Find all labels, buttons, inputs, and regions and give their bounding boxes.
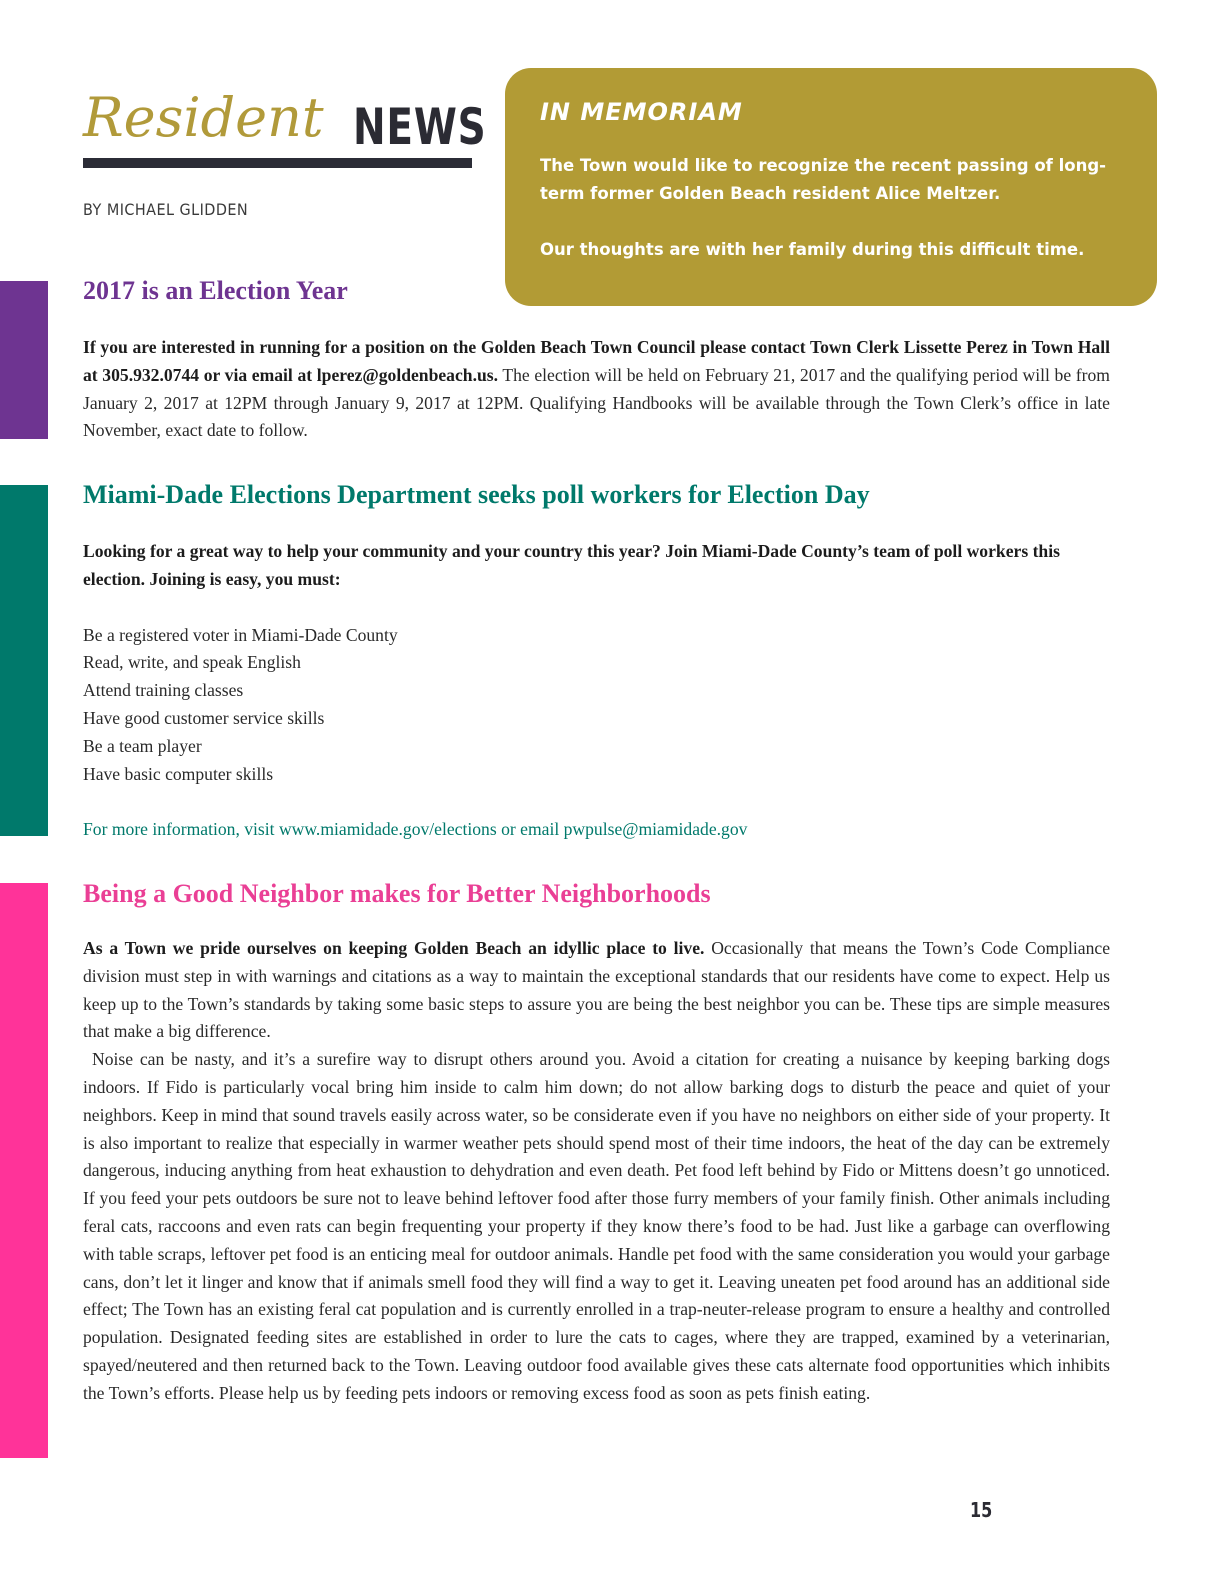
neighbor-heading: Being a Good Neighbor makes for Better Neighborhoods (83, 879, 711, 908)
more-info-text: For more information, visit www.miamidade.gov/elections or email pwpulse@miamidade.gov (83, 819, 748, 840)
masthead-news-word: NEWS (353, 98, 487, 156)
election-paragraph (83, 334, 1110, 445)
memoriam-box (505, 68, 1157, 306)
neighbor-paragraph (83, 935, 1110, 1046)
list-item: Have basic computer skills (83, 763, 274, 784)
neighbor-bold-text: As a Town we pride ourselves on keeping Golden Beach an idyllic place to live. (83, 938, 705, 958)
list-item: Have good customer service skills (83, 707, 325, 728)
neighbor-body-text: Occasionally that means the Town’s Code Compliance division must step in with warnings and citations as a way to maintain the exceptional standards that our residents have come to expect. Help us keep up to the Town’s standards by taking some basic steps to assure you are being the best neighbor you can be. These tips are simple measures that make a big difference. (83, 938, 1111, 1042)
election-section (83, 276, 1110, 445)
page-number: 15 (970, 1498, 993, 1522)
requirements-list (83, 622, 1110, 789)
memoriam-paragraph: Our thoughts are with her family during this difficult time. (540, 240, 1085, 259)
election-heading: 2017 is an Election Year (83, 276, 348, 305)
byline: BY MICHAEL GLIDDEN (83, 200, 249, 219)
election-body-text: The election will be held on February 21, 2017 and the qualifying period will be from January 2, 2017 at 12PM through January 9, 2017 at 12PM. Qualifying Handbooks will be available through the Town Clerk’s office in late November, exact date to follow. (83, 364, 1110, 441)
masthead-rule (83, 158, 472, 168)
neighbor-section (83, 879, 1110, 1408)
list-item: Be a team player (83, 735, 202, 756)
poll-workers-intro: Looking for a great way to help your community and your country this year? Join Miami-Dade County’s team of poll workers this election. Joining is easy, you must: (83, 541, 1060, 589)
side-bar-teal (0, 485, 48, 836)
list-item: Attend training classes (83, 680, 244, 701)
masthead-script-word: Resident (83, 86, 324, 149)
side-bar-purple (0, 281, 48, 439)
memoriam-title: IN MEMORIAM (540, 98, 743, 126)
memoriam-paragraph: The Town would like to recognize the recent passing of long-term former Golden Beach resident Alice Meltzer. (540, 156, 1106, 203)
election-bold-text: If you are interested in running for a position on the Golden Beach Town Council please contact Town Clerk Lissette Perez in Town Hall at 305.932.0744 or via email at lperez@goldenbeach.us. (83, 337, 1110, 385)
neighbor-paragraph-2: Noise can be nasty, and it’s a surefire way to disrupt others around you. Avoid a citation for creating a nuisance by keeping barking dogs indoors. If Fido is particularly vocal bring him inside to calm him down; do not allow barking dogs to disturb the peace and quiet of your neighbors. Keep in mind that sound travels easily across water, so be considerate even if you have no neighbors on either side of your property. It is also important to realize that especially in warmer weather pets should spend most of their time indoors, the heat of the day can be extremely dangerous, inducing anything from heat exhaustion to dehydration and even death. Pet food left behind by Fido or Mittens doesn’t go unnoticed. If you feed your pets outdoors be sure not to leave behind leftover food after those furry members of your family finish. Other animals including feral cats, raccoons and even rats can begin frequenting your property if they know there’s food to be had. Just like a garbage can overflowing with table scraps, leftover pet food is an enticing meal for outdoor animals. Handle pet food with the same consideration you would your garbage cans, don’t let it linger and know that if animals smell food they will find a way to get it. Leaving uneaten pet food around has an additional side effect; The Town has an existing feral cat population and is currently enrolled in a trap-neuter-release program to ensure a healthy and controlled population. Designated feeding sites are established in order to lure the cats to cages, where they are trapped, examined by a veterinarian, spayed/neutered and then returned back to the Town. Leaving outdoor food available gives these cats alternate food opportunities which inhibits the Town’s efforts. Please help us by feeding pets indoors or removing excess food as soon as pets finish eating. (83, 1049, 1110, 1403)
masthead (83, 86, 487, 166)
poll-workers-heading: Miami-Dade Elections Department seeks poll workers for Election Day (83, 480, 870, 509)
list-item: Read, write, and speak English (83, 652, 301, 673)
side-bar-pink (0, 883, 48, 1458)
poll-workers-section (83, 480, 1110, 844)
list-item: Be a registered voter in Miami-Dade County (83, 624, 398, 645)
